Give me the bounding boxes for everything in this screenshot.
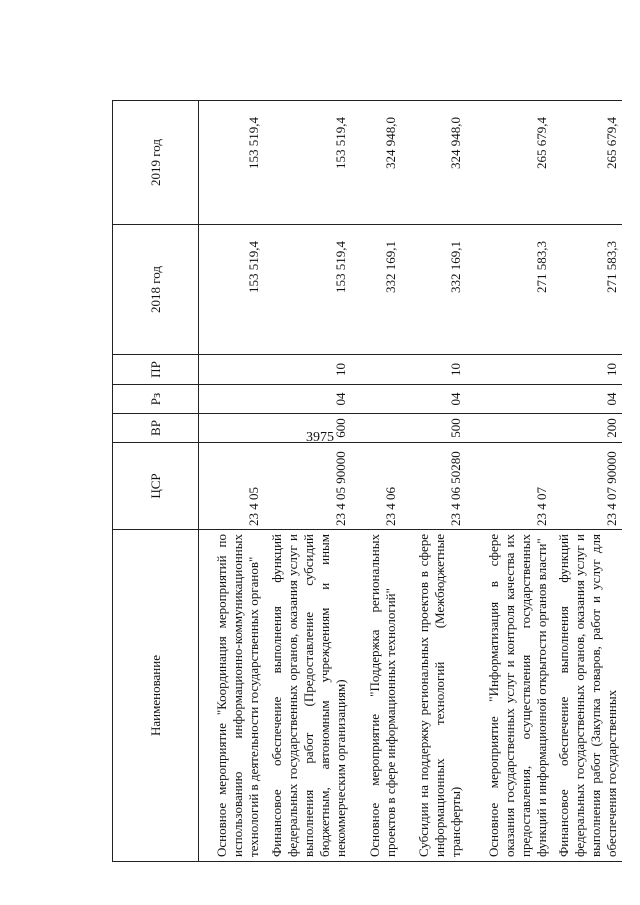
row-rz: 04 xyxy=(332,392,348,406)
table-row xyxy=(351,101,401,862)
row-csr: 23 4 05 90000 xyxy=(332,451,348,526)
row-vr: 500 xyxy=(447,418,463,438)
row-name: Финансовое обеспечение выполнения функций федеральных государственных органов, оказания услуг и выполнения работ (Закупка товаров, работ и услуг для обеспечения государственных xyxy=(555,534,619,857)
header-csr: ЦСР xyxy=(113,443,199,530)
row-pr: 10 xyxy=(603,363,619,376)
header-pr: ПР xyxy=(113,355,199,385)
row-2018: 271 583,3 xyxy=(603,241,619,293)
header-2019: 2019 год xyxy=(113,101,199,225)
budget-table xyxy=(112,100,622,862)
row-2018: 332 169,1 xyxy=(382,241,398,293)
header-name: Наименование xyxy=(113,530,199,862)
row-name: Основное мероприятие "Поддержка региональных проектов в сфере информационных технологий" xyxy=(366,534,398,857)
row-name: Субсидии на поддержку региональных проектов в сфере информационных технологий (Межбюджетные трансферты) xyxy=(415,534,463,857)
row-name: Основное мероприятие "Информатизация в сфере оказания государственных услуг и контроля качества их предоставления, осуществления государственных функций и информационной открытости органов власти" xyxy=(485,534,549,857)
row-pr: 10 xyxy=(447,363,463,376)
table-row xyxy=(466,101,552,862)
table-row xyxy=(401,101,466,862)
row-vr: 200 xyxy=(603,418,619,438)
table-row xyxy=(552,101,622,862)
row-2019: 324 948,0 xyxy=(447,117,463,169)
table-header-row xyxy=(113,101,199,862)
row-csr: 23 4 07 xyxy=(533,487,549,526)
row-2018: 332 169,1 xyxy=(447,241,463,293)
row-2018: 153 519,4 xyxy=(245,241,261,293)
header-rz: Рз xyxy=(113,385,199,414)
row-csr: 23 4 06 xyxy=(382,487,398,526)
row-2019: 153 519,4 xyxy=(332,117,348,169)
row-2019: 265 679,4 xyxy=(533,117,549,169)
row-2018: 271 583,3 xyxy=(533,241,549,293)
row-2018: 153 519,4 xyxy=(332,241,348,293)
header-2018: 2018 год xyxy=(113,225,199,355)
row-pr: 10 xyxy=(332,363,348,376)
row-csr: 23 4 07 90000 xyxy=(603,451,619,526)
row-rz: 04 xyxy=(447,392,463,406)
row-name: Финансовое обеспечение выполнения функций федеральных государственных органов, оказания услуг и выполнения работ (Предоставление субсидий бюджетным, автономным учреждениям и иным некоммерческим организациям) xyxy=(268,534,348,857)
row-2019: 324 948,0 xyxy=(382,117,398,169)
row-csr: 23 4 05 xyxy=(245,487,261,526)
header-vr: ВР xyxy=(113,414,199,443)
table-row xyxy=(199,101,264,862)
row-vr: 600 xyxy=(332,418,348,438)
row-rz: 04 xyxy=(603,392,619,406)
row-name: Основное мероприятие "Координация мероприятий по использованию информационно-коммуникационных технологий в деятельности государственных органов" xyxy=(213,534,261,857)
table-row xyxy=(264,101,351,862)
row-2019: 265 679,4 xyxy=(603,117,619,169)
page-number: 3975 xyxy=(306,430,334,445)
row-csr: 23 4 06 50280 xyxy=(447,451,463,526)
row-2019: 153 519,4 xyxy=(245,117,261,169)
